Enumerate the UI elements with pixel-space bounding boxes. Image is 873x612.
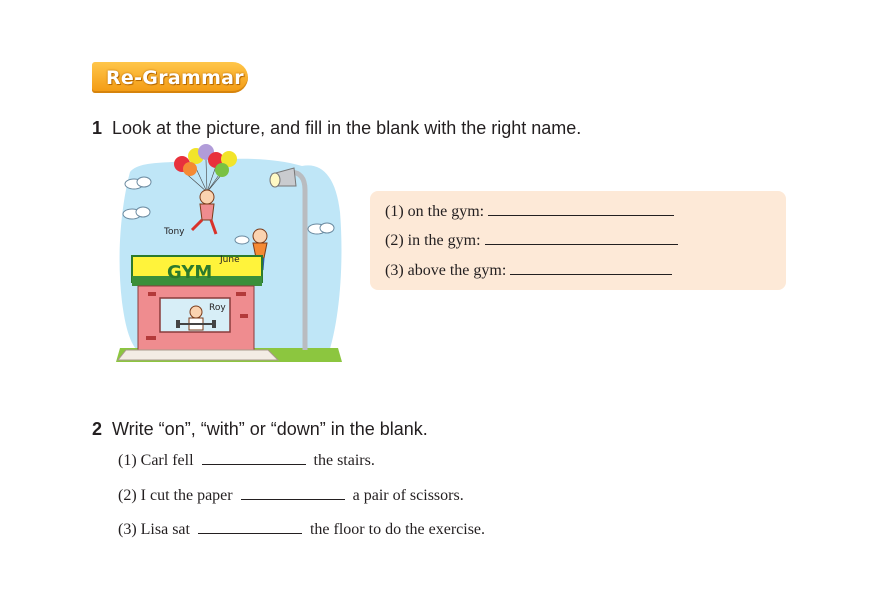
roy-label: Roy (209, 303, 226, 313)
q2-item-3-blank[interactable] (198, 519, 302, 534)
june-label: June (220, 255, 240, 265)
q2-item-1-before: (1) Carl fell (118, 452, 194, 469)
question-1-number: 1 (92, 118, 103, 138)
q1-item-2-blank[interactable] (485, 230, 678, 245)
q1-item-1-prompt: (1) on the gym: (385, 203, 485, 220)
q2-item-3 (118, 519, 485, 539)
q1-item-3 (385, 260, 672, 280)
section-badge-label: Re-Grammar (106, 67, 244, 89)
gym-illustration (112, 142, 347, 370)
q2-item-3-after: the floor to do the exercise. (309, 521, 486, 538)
question-1-title (92, 118, 581, 139)
q2-item-2-blank[interactable] (241, 485, 345, 500)
question-2-number: 2 (92, 419, 103, 439)
q2-item-2-after: a pair of scissors. (352, 487, 464, 504)
question-1-instruction: Look at the picture, and fill in the blank with the right name. (112, 118, 582, 138)
q1-item-2 (385, 230, 678, 250)
q1-item-2-prompt: (2) in the gym: (385, 232, 481, 249)
q1-item-3-prompt: (3) above the gym: (385, 262, 507, 279)
question-2-instruction: Write “on”, “with” or “down” in the blank. (112, 419, 428, 439)
answer-box (370, 191, 786, 290)
q1-item-1-blank[interactable] (488, 201, 674, 216)
q1-item-3-blank[interactable] (510, 260, 672, 275)
q2-item-1-blank[interactable] (202, 450, 306, 465)
q1-item-1 (385, 201, 674, 221)
gym-sign-label: GYM (167, 262, 213, 283)
q2-item-1 (118, 450, 375, 470)
q2-item-3-before: (3) Lisa sat (118, 521, 190, 538)
q2-item-2-before: (2) I cut the paper (118, 487, 233, 504)
question-2-title (92, 419, 428, 440)
q2-item-1-after: the stairs. (313, 452, 375, 469)
tony-label: Tony (164, 227, 185, 237)
q2-item-2 (118, 485, 464, 505)
section-badge (92, 62, 248, 93)
